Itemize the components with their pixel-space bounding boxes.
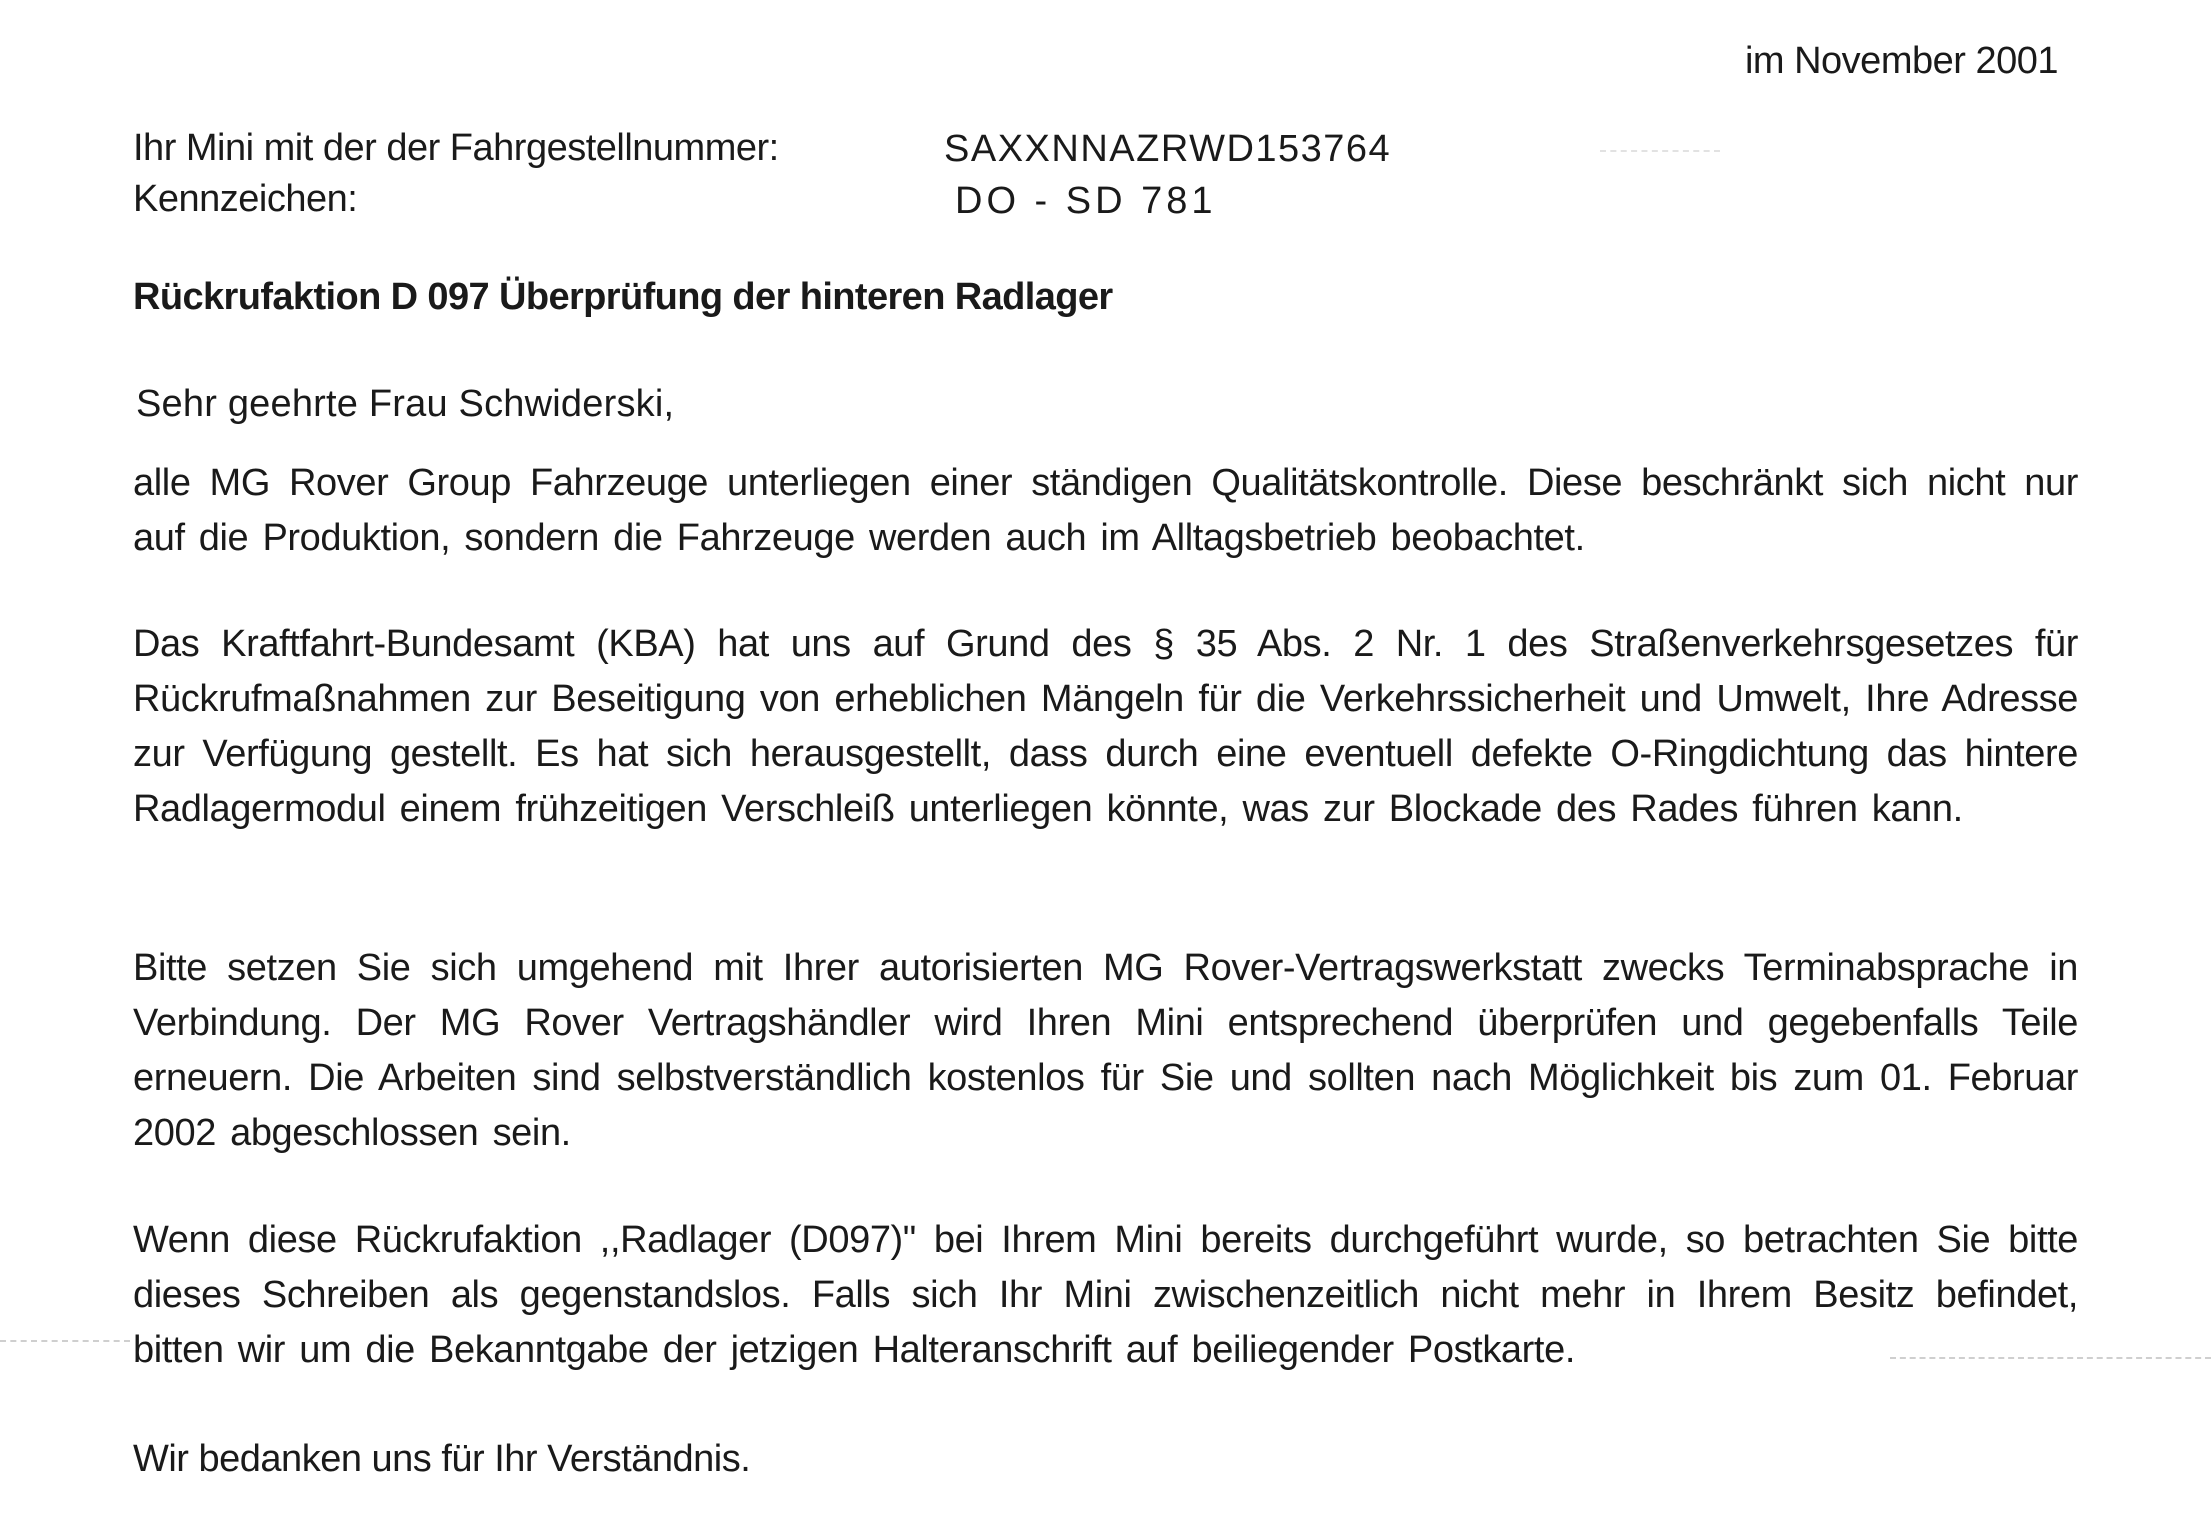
scan-artifact-line (1890, 1357, 2211, 1359)
chassis-number-value: SAXXNNAZRWD153764 (944, 128, 1392, 170)
letter-date: im November 2001 (1744, 40, 2058, 82)
letter-subject: Rückrufaktion D 097 Überprüfung der hinteren Radlager (133, 276, 1113, 318)
body-paragraph-kba-notice: Das Kraftfahrt-Bundesamt (KBA) hat uns auf Grund des § 35 Abs. 2 Nr. 1 des Straßenverkehrsgesetzes für Rückrufmaßnahmen zur Beseitigung von erheblichen Mängeln für die Verkehrssicherheit und Umwelt, Ihre Adresse zur Verfügung gestellt. Es hat sich herausgestellt, dass durch eine eventuell defekte O-Ringdichtung das hintere Radlagermodul einem frühzeitigen Verschleiß unterliegen könnte, was zur Blockade des Rades führen kann. (133, 623, 2078, 830)
body-paragraph-quality-control: alle MG Rover Group Fahrzeuge unterliegen einer ständigen Qualitätskontrolle. Diese beschränkt sich nicht nur auf die Produktion, sondern die Fahrzeuge werden auch im Alltagsbetrieb beobachtet. (133, 462, 2078, 559)
closing-line: Wir bedanken uns für Ihr Verständnis. (133, 1438, 751, 1480)
scan-artifact-line (1600, 150, 1720, 152)
license-plate-label: Kennzeichen: (133, 178, 358, 220)
scan-artifact-line (0, 1340, 130, 1342)
salutation: Sehr geehrte Frau Schwiderski, (136, 383, 675, 425)
chassis-number-label: Ihr Mini mit der der Fahrgestellnummer: (133, 127, 779, 169)
license-plate-value: DO - SD 781 (955, 180, 1217, 222)
body-paragraph-workshop-appointment: Bitte setzen Sie sich umgehend mit Ihrer autorisierten MG Rover-Vertragswerkstatt zwecks Terminabsprache in Verbindung. Der MG Rover Vertragshändler wird Ihren Mini entsprechend überprüfen und gegebenfalls Teile erneuern. Die Arbeiten sind selbstverständlich kostenlos für Sie und sollten nach Möglichkeit bis zum 01. Februar 2002 abgeschlossen sein. (133, 947, 2078, 1154)
body-paragraph-already-done: Wenn diese Rückrufaktion ,,Radlager (D097)" bei Ihrem Mini bereits durchgeführt wurde, so betrachten Sie bitte dieses Schreiben als gegenstandslos. Falls sich Ihr Mini zwischenzeitlich nicht mehr in Ihrem Besitz befindet, bitten wir um die Bekanntgabe der jetzigen Halteranschrift auf beiliegender Postkarte. (133, 1219, 2078, 1371)
